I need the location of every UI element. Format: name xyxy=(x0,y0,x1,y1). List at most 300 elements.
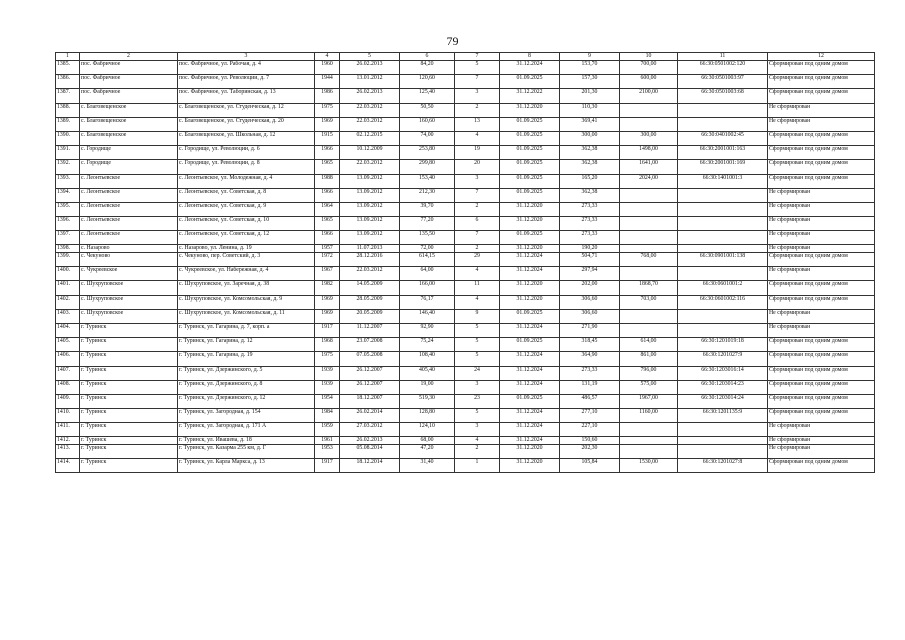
cell-area: 128,80 xyxy=(400,409,455,423)
cell-land-status: Не сформирован xyxy=(768,267,875,281)
table-row xyxy=(56,394,875,408)
cell-address: с. Городище, ул. Революции, д. 6 xyxy=(178,146,315,160)
cell-cost: 157,30 xyxy=(560,75,620,89)
cell-area: 614,15 xyxy=(400,253,455,267)
cell-cadastral-number xyxy=(678,117,768,131)
cell-land-status: Не сформирован xyxy=(768,423,875,437)
cell-residents: 7 xyxy=(455,231,500,245)
column-number-1: 1 xyxy=(56,53,80,61)
cell-build-year: 1954 xyxy=(315,394,340,408)
table-row xyxy=(56,160,875,174)
cell-residents: 4 xyxy=(455,131,500,145)
cell-build-year: 1939 xyxy=(315,380,340,394)
cell-address: с. Чукреевское, ул. Набережная, д. 4 xyxy=(178,267,315,281)
cell-residents: 3 xyxy=(455,89,500,103)
cell-deadline-date: 31.12.2020 xyxy=(500,295,560,309)
cell-area: 299,80 xyxy=(400,160,455,174)
cell-deadline-date: 31.12.2024 xyxy=(500,253,560,267)
cell-area: 125,40 xyxy=(400,89,455,103)
cell-residents: 7 xyxy=(455,188,500,202)
cell-settlement: с. Шухруповское xyxy=(80,309,178,323)
cell-address: г. Туринск, ул. Гагарина, д. 19 xyxy=(178,352,315,366)
cell-cost: 273,33 xyxy=(560,217,620,231)
cell-area: 108,40 xyxy=(400,352,455,366)
cell-land-area: 2024,00 xyxy=(620,174,678,188)
cell-address: г. Туринск, ул. Загородная, д. 171 А xyxy=(178,423,315,437)
cell-record-date: 05.08.2014 xyxy=(340,445,400,459)
cell-land-status: Сформирован под одним домом xyxy=(768,459,875,473)
cell-settlement: с. Городище xyxy=(80,160,178,174)
cell-land-area: 614,00 xyxy=(620,338,678,352)
cell-row-number: 1394. xyxy=(56,188,80,202)
cell-settlement: с. Чекуново xyxy=(80,253,178,267)
cell-build-year: 1961 xyxy=(315,437,340,445)
table-row xyxy=(56,75,875,89)
table-row xyxy=(56,295,875,309)
cell-address: с. Благовещенское, ул. Студенческая, д. 20 xyxy=(178,117,315,131)
cell-build-year: 1915 xyxy=(315,131,340,145)
cell-land-status: Сформирован под одним домом xyxy=(768,352,875,366)
table-row xyxy=(56,380,875,394)
table-row xyxy=(56,61,875,75)
cell-settlement: с. Шухруповское xyxy=(80,281,178,295)
column-number-2: 2 xyxy=(80,53,178,61)
column-number-3: 3 xyxy=(178,53,315,61)
cell-settlement: с. Благовещенское xyxy=(80,103,178,117)
cell-residents: 5 xyxy=(455,338,500,352)
cell-deadline-date: 01.09.2025 xyxy=(500,338,560,352)
cell-deadline-date: 31.12.2020 xyxy=(500,459,560,473)
cell-row-number: 1404. xyxy=(56,323,80,337)
table-row xyxy=(56,323,875,337)
cell-land-area xyxy=(620,423,678,437)
cell-record-date: 27.03.2012 xyxy=(340,423,400,437)
cell-address: пос. Фабричное, ул. Таборинская, д. 13 xyxy=(178,89,315,103)
cell-address: с. Чекуново, пер. Советский, д. 3 xyxy=(178,253,315,267)
cell-area: 76,17 xyxy=(400,295,455,309)
cell-record-date: 26.02.2014 xyxy=(340,409,400,423)
cell-record-date: 13.09.2012 xyxy=(340,217,400,231)
cell-cost: 369,41 xyxy=(560,117,620,131)
cell-build-year: 1944 xyxy=(315,75,340,89)
cell-land-area: 1160,00 xyxy=(620,409,678,423)
table-row xyxy=(56,89,875,103)
cell-settlement: с. Городище xyxy=(80,146,178,160)
cell-area: 31,40 xyxy=(400,459,455,473)
cell-settlement: пос. Фабричное xyxy=(80,75,178,89)
column-number-8: 8 xyxy=(500,53,560,61)
cell-cost: 273,33 xyxy=(560,202,620,216)
cell-area: 64,00 xyxy=(400,267,455,281)
cell-area: 47,20 xyxy=(400,445,455,459)
cell-cadastral-number xyxy=(678,245,768,253)
cell-residents: 19 xyxy=(455,146,500,160)
cell-land-status: Не сформирован xyxy=(768,437,875,445)
cell-cadastral-number xyxy=(678,103,768,117)
cell-cadastral-number: 66:30:0601002:116 xyxy=(678,295,768,309)
cell-address: с. Назарово, ул. Ленина, д. 19 xyxy=(178,245,315,253)
cell-address: пос. Фабричное, ул. Революции, д. 7 xyxy=(178,75,315,89)
cell-land-area: 1498,00 xyxy=(620,146,678,160)
cell-cost: 486,57 xyxy=(560,394,620,408)
cell-settlement: с. Назарово xyxy=(80,245,178,253)
cell-record-date: 26.02.2013 xyxy=(340,61,400,75)
cell-land-status: Сформирован под одним домом xyxy=(768,160,875,174)
cell-cost: 300,00 xyxy=(560,131,620,145)
cell-residents: 6 xyxy=(455,217,500,231)
register-table xyxy=(55,52,875,473)
table-row xyxy=(56,445,875,459)
cell-record-date: 02.12.2015 xyxy=(340,131,400,145)
cell-cadastral-number xyxy=(678,323,768,337)
cell-residents: 2 xyxy=(455,245,500,253)
cell-settlement: с. Благовещенское xyxy=(80,131,178,145)
cell-land-area xyxy=(620,245,678,253)
cell-row-number: 1390. xyxy=(56,131,80,145)
table-row xyxy=(56,366,875,380)
table-row xyxy=(56,459,875,473)
cell-land-area: 796,00 xyxy=(620,366,678,380)
cell-deadline-date: 31.12.2024 xyxy=(500,423,560,437)
cell-settlement: с. Чукреевское xyxy=(80,267,178,281)
cell-settlement: г. Туринск xyxy=(80,323,178,337)
table-row xyxy=(56,352,875,366)
table-row xyxy=(56,188,875,202)
cell-settlement: с. Леонтьевское xyxy=(80,202,178,216)
table-row xyxy=(56,437,875,445)
cell-cadastral-number: 66:30:0601001:2 xyxy=(678,281,768,295)
cell-record-date: 13.09.2012 xyxy=(340,174,400,188)
cell-row-number: 1398. xyxy=(56,245,80,253)
cell-row-number: 1414. xyxy=(56,459,80,473)
cell-record-date: 26.02.2013 xyxy=(340,89,400,103)
cell-build-year: 1975 xyxy=(315,103,340,117)
table-row xyxy=(56,174,875,188)
cell-cost: 190,20 xyxy=(560,245,620,253)
cell-build-year: 1982 xyxy=(315,281,340,295)
cell-land-area: 1967,00 xyxy=(620,394,678,408)
cell-residents: 7 xyxy=(455,75,500,89)
table-row xyxy=(56,409,875,423)
column-number-7: 7 xyxy=(455,53,500,61)
table-row xyxy=(56,309,875,323)
cell-deadline-date: 01.09.2025 xyxy=(500,160,560,174)
cell-land-status: Не сформирован xyxy=(768,188,875,202)
cell-cost: 273,33 xyxy=(560,231,620,245)
cell-settlement: г. Туринск xyxy=(80,352,178,366)
cell-land-area xyxy=(620,323,678,337)
cell-cost: 297,94 xyxy=(560,267,620,281)
cell-address: г. Туринск, ул. Ивашева, д. 18 xyxy=(178,437,315,445)
cell-build-year: 1960 xyxy=(315,61,340,75)
cell-land-status: Не сформирован xyxy=(768,445,875,459)
cell-row-number: 1388. xyxy=(56,103,80,117)
cell-land-status: Сформирован под одним домом xyxy=(768,174,875,188)
cell-residents: 1 xyxy=(455,459,500,473)
cell-land-status: Не сформирован xyxy=(768,323,875,337)
cell-residents: 9 xyxy=(455,309,500,323)
cell-land-area: 600,00 xyxy=(620,75,678,89)
cell-land-status: Не сформирован xyxy=(768,231,875,245)
cell-cadastral-number: 66:30:0401002:45 xyxy=(678,131,768,145)
cell-cadastral-number xyxy=(678,188,768,202)
page-number: 79 xyxy=(446,34,459,48)
cell-residents: 5 xyxy=(455,61,500,75)
cell-area: 74,00 xyxy=(400,131,455,145)
cell-land-status: Сформирован под одним домом xyxy=(768,131,875,145)
cell-cost: 153,70 xyxy=(560,61,620,75)
cell-residents: 5 xyxy=(455,352,500,366)
cell-area: 120,60 xyxy=(400,75,455,89)
table-row xyxy=(56,146,875,160)
cell-deadline-date: 01.09.2025 xyxy=(500,394,560,408)
cell-address: с. Леонтьевское, ул. Советская, д. 12 xyxy=(178,231,315,245)
cell-residents: 20 xyxy=(455,160,500,174)
cell-row-number: 1399. xyxy=(56,253,80,267)
cell-row-number: 1392. xyxy=(56,160,80,174)
cell-cost: 504,71 xyxy=(560,253,620,267)
cell-residents: 4 xyxy=(455,437,500,445)
table-row xyxy=(56,202,875,216)
cell-address: г. Туринск, ул. Дзержинского, д. 5 xyxy=(178,366,315,380)
cell-cadastral-number xyxy=(678,267,768,281)
cell-deadline-date: 01.09.2025 xyxy=(500,131,560,145)
cell-cadastral-number: 66:30:0501002:120 xyxy=(678,61,768,75)
cell-deadline-date: 31.12.2024 xyxy=(500,380,560,394)
cell-address: г. Туринск, ул. Гагарина, д. 12 xyxy=(178,338,315,352)
column-number-10: 10 xyxy=(620,53,678,61)
cell-cost: 201,30 xyxy=(560,89,620,103)
cell-land-status: Сформирован под одним домом xyxy=(768,295,875,309)
cell-residents: 3 xyxy=(455,380,500,394)
table-row xyxy=(56,245,875,253)
cell-land-area: 700,00 xyxy=(620,61,678,75)
cell-area: 72,00 xyxy=(400,245,455,253)
cell-cadastral-number: 66:30:1401001:3 xyxy=(678,174,768,188)
column-number-4: 4 xyxy=(315,53,340,61)
column-number-row xyxy=(56,53,875,61)
column-number-6: 6 xyxy=(400,53,455,61)
column-number-12: 12 xyxy=(768,53,875,61)
cell-deadline-date: 31.12.2020 xyxy=(500,445,560,459)
cell-area: 212,30 xyxy=(400,188,455,202)
table-row xyxy=(56,253,875,267)
cell-land-status: Не сформирован xyxy=(768,117,875,131)
cell-land-area xyxy=(620,437,678,445)
cell-address: с. Городище, ул. Революции, д. 8 xyxy=(178,160,315,174)
cell-settlement: г. Туринск xyxy=(80,338,178,352)
cell-address: с. Шухруповское, ул. Комсомольская, д. 11 xyxy=(178,309,315,323)
cell-cadastral-number xyxy=(678,202,768,216)
cell-record-date: 13.09.2012 xyxy=(340,231,400,245)
cell-address: с. Леонтьевское, ул. Советская, д. 10 xyxy=(178,217,315,231)
cell-record-date: 26.12.2007 xyxy=(340,380,400,394)
table-row xyxy=(56,131,875,145)
cell-land-status: Сформирован под одним домом xyxy=(768,366,875,380)
cell-land-area: 703,00 xyxy=(620,295,678,309)
cell-settlement: г. Туринск xyxy=(80,380,178,394)
cell-land-area xyxy=(620,445,678,459)
cell-build-year: 1984 xyxy=(315,409,340,423)
cell-record-date: 26.02.2013 xyxy=(340,437,400,445)
cell-deadline-date: 01.09.2025 xyxy=(500,75,560,89)
cell-cadastral-number: 66:30:0501003:68 xyxy=(678,89,768,103)
cell-land-area: 2100,00 xyxy=(620,89,678,103)
cell-row-number: 1413. xyxy=(56,445,80,459)
cell-cadastral-number xyxy=(678,423,768,437)
cell-deadline-date: 31.12.2020 xyxy=(500,103,560,117)
cell-cadastral-number: 66:30:0901001:138 xyxy=(678,253,768,267)
cell-cost: 202,00 xyxy=(560,281,620,295)
cell-settlement: г. Туринск xyxy=(80,394,178,408)
cell-address: с. Леонтьевское, ул. Молодежная, д. 4 xyxy=(178,174,315,188)
cell-deadline-date: 31.12.2020 xyxy=(500,281,560,295)
cell-cost: 318,45 xyxy=(560,338,620,352)
cell-row-number: 1396. xyxy=(56,217,80,231)
cell-deadline-date: 31.12.2020 xyxy=(500,202,560,216)
cell-address: г. Туринск, ул. Гагарина, д. 7, корп. a xyxy=(178,323,315,337)
table-row xyxy=(56,103,875,117)
cell-cost: 271,90 xyxy=(560,323,620,337)
cell-record-date: 23.07.2008 xyxy=(340,338,400,352)
cell-cost: 306,60 xyxy=(560,295,620,309)
cell-deadline-date: 01.09.2025 xyxy=(500,117,560,131)
cell-area: 50,50 xyxy=(400,103,455,117)
cell-record-date: 07.05.2008 xyxy=(340,352,400,366)
cell-area: 19,00 xyxy=(400,380,455,394)
cell-row-number: 1410. xyxy=(56,409,80,423)
column-number-11: 11 xyxy=(678,53,768,61)
cell-row-number: 1405. xyxy=(56,338,80,352)
cell-build-year: 1917 xyxy=(315,459,340,473)
cell-row-number: 1386. xyxy=(56,75,80,89)
cell-cost: 362,38 xyxy=(560,146,620,160)
cell-settlement: с. Шухруповское xyxy=(80,295,178,309)
cell-build-year: 1917 xyxy=(315,323,340,337)
cell-land-status: Сформирован под одним домом xyxy=(768,338,875,352)
cell-settlement: г. Туринск xyxy=(80,437,178,445)
cell-land-status: Сформирован под одним домом xyxy=(768,253,875,267)
cell-row-number: 1407. xyxy=(56,366,80,380)
cell-deadline-date: 31.12.2020 xyxy=(500,245,560,253)
cell-row-number: 1409. xyxy=(56,394,80,408)
cell-land-status: Сформирован под одним домом xyxy=(768,380,875,394)
cell-residents: 3 xyxy=(455,423,500,437)
cell-residents: 2 xyxy=(455,445,500,459)
cell-residents: 23 xyxy=(455,394,500,408)
cell-settlement: пос. Фабричное xyxy=(80,61,178,75)
cell-land-area xyxy=(620,267,678,281)
cell-land-status: Сформирован под одним домом xyxy=(768,394,875,408)
cell-cost: 150,60 xyxy=(560,437,620,445)
cell-land-area: 300,00 xyxy=(620,131,678,145)
cell-deadline-date: 31.12.2024 xyxy=(500,352,560,366)
cell-row-number: 1395. xyxy=(56,202,80,216)
cell-area: 166,00 xyxy=(400,281,455,295)
cell-area: 160,60 xyxy=(400,117,455,131)
cell-record-date: 28.05.2009 xyxy=(340,295,400,309)
cell-land-status: Сформирован под одним домом xyxy=(768,89,875,103)
cell-land-status: Сформирован под одним домом xyxy=(768,281,875,295)
cell-build-year: 1969 xyxy=(315,295,340,309)
cell-cadastral-number: 66:30:1201135:9 xyxy=(678,409,768,423)
cell-land-area xyxy=(620,103,678,117)
cell-deadline-date: 31.12.2020 xyxy=(500,217,560,231)
cell-address: г. Туринск, ул. Карла Маркса, д. 13 xyxy=(178,459,315,473)
table-row xyxy=(56,338,875,352)
cell-cost: 227,10 xyxy=(560,423,620,437)
cell-build-year: 1986 xyxy=(315,89,340,103)
cell-area: 146,40 xyxy=(400,309,455,323)
cell-deadline-date: 01.09.2025 xyxy=(500,309,560,323)
cell-build-year: 1968 xyxy=(315,338,340,352)
cell-land-area: 1641,00 xyxy=(620,160,678,174)
cell-cost: 165,20 xyxy=(560,174,620,188)
cell-row-number: 1389. xyxy=(56,117,80,131)
cell-address: г. Туринск, ул. Дзержинского, д. 8 xyxy=(178,380,315,394)
cell-cadastral-number: 66:30:2001001:169 xyxy=(678,160,768,174)
cell-settlement: г. Туринск xyxy=(80,445,178,459)
cell-build-year: 1988 xyxy=(315,174,340,188)
cell-address: с. Благовещенское, ул. Школьная, д. 12 xyxy=(178,131,315,145)
cell-address: с. Шухруповское, ул. Комсомольская, д. 9 xyxy=(178,295,315,309)
cell-settlement: г. Туринск xyxy=(80,459,178,473)
cell-cadastral-number: 66:30:1203014:24 xyxy=(678,394,768,408)
cell-record-date: 18.12.2007 xyxy=(340,394,400,408)
cell-area: 84,20 xyxy=(400,61,455,75)
cell-deadline-date: 31.12.2024 xyxy=(500,366,560,380)
cell-settlement: с. Леонтьевское xyxy=(80,217,178,231)
cell-build-year: 1967 xyxy=(315,267,340,281)
cell-land-area xyxy=(620,202,678,216)
cell-cost: 273,33 xyxy=(560,366,620,380)
cell-row-number: 1387. xyxy=(56,89,80,103)
cell-row-number: 1402. xyxy=(56,295,80,309)
cell-settlement: с. Леонтьевское xyxy=(80,188,178,202)
cell-row-number: 1397. xyxy=(56,231,80,245)
cell-record-date: 22.03.2012 xyxy=(340,160,400,174)
cell-record-date: 22.03.2012 xyxy=(340,267,400,281)
cell-area: 153,40 xyxy=(400,174,455,188)
cell-land-area: 575,00 xyxy=(620,380,678,394)
cell-residents: 5 xyxy=(455,323,500,337)
column-number-9: 9 xyxy=(560,53,620,61)
cell-residents: 29 xyxy=(455,253,500,267)
table-row xyxy=(56,423,875,437)
cell-area: 135,50 xyxy=(400,231,455,245)
table-row xyxy=(56,267,875,281)
cell-settlement: с. Благовещенское xyxy=(80,117,178,131)
cell-cadastral-number: 66:30:1201019:18 xyxy=(678,338,768,352)
cell-row-number: 1393. xyxy=(56,174,80,188)
cell-cadastral-number: 66:30:1203014:23 xyxy=(678,380,768,394)
cell-settlement: г. Туринск xyxy=(80,366,178,380)
cell-build-year: 1939 xyxy=(315,366,340,380)
cell-land-area: 768,00 xyxy=(620,253,678,267)
cell-address: пос. Фабричное, ул. Рабочая, д. 4 xyxy=(178,61,315,75)
cell-land-status: Не сформирован xyxy=(768,217,875,231)
cell-cost: 110,30 xyxy=(560,103,620,117)
cell-cost: 364,90 xyxy=(560,352,620,366)
cell-cadastral-number xyxy=(678,445,768,459)
cell-settlement: с. Леонтьевское xyxy=(80,231,178,245)
cell-residents: 13 xyxy=(455,117,500,131)
cell-build-year: 1959 xyxy=(315,423,340,437)
cell-build-year: 1957 xyxy=(315,245,340,253)
cell-residents: 3 xyxy=(455,174,500,188)
cell-build-year: 1966 xyxy=(315,146,340,160)
cell-record-date: 28.12.2016 xyxy=(340,253,400,267)
